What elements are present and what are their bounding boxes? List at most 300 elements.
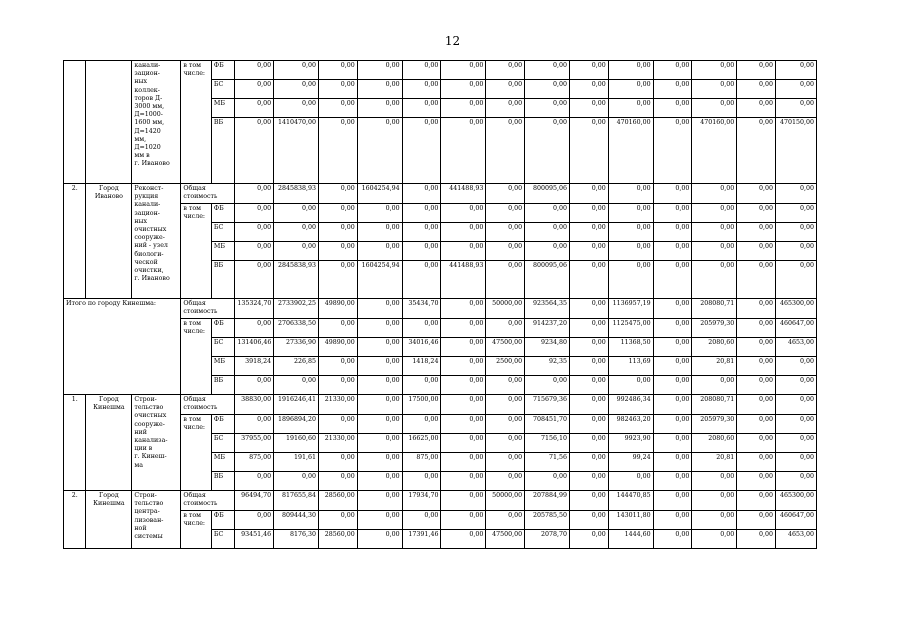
value-cell: 0,00 [608, 242, 653, 261]
value-cell: 0,00 [402, 472, 441, 491]
value-cell: 0,00 [525, 223, 570, 242]
value-cell: 0,00 [319, 376, 358, 395]
value-cell: 0,00 [235, 80, 274, 99]
value-cell: 0,00 [570, 204, 609, 223]
project-description: канали- зацион- ных коллек- торов Д- 3000 мм, Д=1000- 1600 мм, Д=1420 мм, Д=1020 мм в г. Иваново [132, 61, 181, 184]
value-cell: 0,00 [486, 434, 525, 453]
value-cell: 0,00 [692, 99, 737, 118]
project-description: Строи- тельство очистных сооруже- ний канализа- ции в г. Кинеш- ма [132, 395, 181, 491]
value-cell: 0,00 [737, 376, 776, 395]
including-label: в том числе: [181, 61, 212, 184]
project-number: 2. [64, 491, 86, 549]
value-cell: 0,00 [737, 357, 776, 376]
value-cell: 2080,60 [692, 338, 737, 357]
value-cell: 1410470,00 [274, 118, 319, 184]
value-cell: 0,00 [570, 99, 609, 118]
value-cell: 875,00 [235, 453, 274, 472]
value-cell: 0,00 [653, 434, 692, 453]
value-cell: 0,00 [486, 453, 525, 472]
group-total-title: Итого по городу Кинешма: [64, 299, 181, 395]
value-cell: 0,00 [486, 99, 525, 118]
value-cell: 0,00 [692, 472, 737, 491]
value-cell: 0,00 [486, 472, 525, 491]
value-cell: 465300,00 [776, 299, 817, 319]
value-cell: 0,00 [692, 80, 737, 99]
value-cell: 708451,70 [525, 415, 570, 434]
value-cell: 19160,60 [274, 434, 319, 453]
value-cell: 0,00 [570, 415, 609, 434]
value-cell: 2500,00 [486, 357, 525, 376]
page-number: 12 [444, 34, 461, 48]
value-cell: 0,00 [357, 204, 402, 223]
value-cell: 0,00 [235, 118, 274, 184]
value-cell: 0,00 [441, 80, 486, 99]
value-cell: 0,00 [357, 61, 402, 80]
value-cell: 135324,70 [235, 299, 274, 319]
project-city: Город Иваново [86, 184, 132, 299]
value-cell: 0,00 [319, 118, 358, 184]
value-cell: 0,00 [608, 261, 653, 299]
value-cell: 0,00 [737, 118, 776, 184]
value-cell: 2733902,25 [274, 299, 319, 319]
value-cell: 0,00 [441, 61, 486, 80]
value-cell: 0,00 [486, 223, 525, 242]
value-cell: 0,00 [486, 415, 525, 434]
value-cell: 0,00 [357, 223, 402, 242]
value-cell: 0,00 [737, 242, 776, 261]
value-cell: 0,00 [525, 472, 570, 491]
value-cell: 0,00 [486, 319, 525, 338]
value-cell: 0,00 [235, 242, 274, 261]
value-cell: 1136957,19 [608, 299, 653, 319]
project-city: Город Кинешма [86, 491, 132, 549]
value-cell: 0,00 [235, 223, 274, 242]
funding-source-label: ФБ [211, 511, 234, 530]
value-cell: 1418,24 [402, 357, 441, 376]
value-cell: 0,00 [608, 472, 653, 491]
value-cell: 1916246,41 [274, 395, 319, 415]
value-cell: 0,00 [737, 319, 776, 338]
value-cell: 2078,70 [525, 530, 570, 549]
value-cell: 0,00 [274, 99, 319, 118]
value-cell: 0,00 [525, 99, 570, 118]
value-cell: 0,00 [737, 434, 776, 453]
value-cell: 0,00 [319, 319, 358, 338]
value-cell: 0,00 [776, 204, 817, 223]
value-cell: 0,00 [319, 61, 358, 80]
total-cost-label: Общая стоимость [181, 184, 235, 204]
value-cell: 28560,00 [319, 491, 358, 511]
value-cell: 144470,85 [608, 491, 653, 511]
project-city: Город Кинешма [86, 395, 132, 491]
value-cell: 17934,70 [402, 491, 441, 511]
value-cell: 205785,50 [525, 511, 570, 530]
value-cell: 2845838,93 [274, 261, 319, 299]
value-cell: 93451,46 [235, 530, 274, 549]
value-cell: 0,00 [525, 118, 570, 184]
funding-source-label: МБ [211, 242, 234, 261]
value-cell: 0,00 [653, 99, 692, 118]
value-cell: 0,00 [441, 242, 486, 261]
value-cell: 1444,60 [608, 530, 653, 549]
value-cell: 0,00 [486, 376, 525, 395]
value-cell: 47500,00 [486, 338, 525, 357]
value-cell: 205979,30 [692, 319, 737, 338]
value-cell: 0,00 [653, 453, 692, 472]
value-cell: 0,00 [737, 338, 776, 357]
value-cell: 0,00 [441, 453, 486, 472]
project-number [64, 61, 86, 184]
value-cell: 0,00 [608, 184, 653, 204]
value-cell: 0,00 [653, 357, 692, 376]
total-row [64, 395, 817, 415]
value-cell: 0,00 [570, 357, 609, 376]
value-cell: 0,00 [357, 338, 402, 357]
value-cell: 0,00 [653, 299, 692, 319]
value-cell: 0,00 [692, 261, 737, 299]
value-cell: 49890,00 [319, 338, 358, 357]
value-cell: 0,00 [653, 491, 692, 511]
value-cell: 0,00 [570, 299, 609, 319]
value-cell: 0,00 [692, 511, 737, 530]
funding-source-label: МБ [211, 99, 234, 118]
value-cell: 113,69 [608, 357, 653, 376]
value-cell: 0,00 [776, 472, 817, 491]
financing-table [63, 60, 817, 549]
value-cell: 0,00 [357, 299, 402, 319]
funding-source-label: МБ [211, 357, 234, 376]
project-number: 2. [64, 184, 86, 299]
value-cell: 0,00 [570, 511, 609, 530]
value-cell: 0,00 [653, 376, 692, 395]
project-description: Реконст- рукция канали- зацион- ных очистных сооруже- ний - узел биологи- ческой очистки, г. Иваново [132, 184, 181, 299]
value-cell: 0,00 [357, 376, 402, 395]
value-cell: 0,00 [235, 204, 274, 223]
value-cell: 0,00 [441, 511, 486, 530]
funding-source-label: БС [211, 434, 234, 453]
value-cell: 0,00 [357, 472, 402, 491]
value-cell: 21330,00 [319, 434, 358, 453]
value-cell: 0,00 [653, 61, 692, 80]
value-cell: 0,00 [441, 338, 486, 357]
total-row [64, 491, 817, 511]
value-cell: 0,00 [608, 376, 653, 395]
value-cell: 131406,46 [235, 338, 274, 357]
value-cell: 0,00 [486, 61, 525, 80]
funding-source-row [64, 61, 817, 80]
value-cell: 0,00 [441, 118, 486, 184]
value-cell: 96494,70 [235, 491, 274, 511]
value-cell: 0,00 [737, 204, 776, 223]
value-cell: 0,00 [274, 204, 319, 223]
value-cell: 0,00 [486, 204, 525, 223]
value-cell: 460647,00 [776, 511, 817, 530]
value-cell: 0,00 [692, 491, 737, 511]
including-label: в том числе: [181, 511, 212, 549]
value-cell: 0,00 [776, 261, 817, 299]
value-cell: 0,00 [357, 434, 402, 453]
value-cell: 470160,00 [692, 118, 737, 184]
funding-source-label: БС [211, 338, 234, 357]
value-cell: 99,24 [608, 453, 653, 472]
value-cell: 0,00 [319, 472, 358, 491]
value-cell: 0,00 [692, 242, 737, 261]
value-cell: 0,00 [441, 299, 486, 319]
value-cell: 208080,71 [692, 395, 737, 415]
value-cell: 7156,10 [525, 434, 570, 453]
value-cell: 0,00 [737, 491, 776, 511]
funding-source-label: ФБ [211, 415, 234, 434]
value-cell: 37955,00 [235, 434, 274, 453]
value-cell: 71,56 [525, 453, 570, 472]
value-cell: 0,00 [525, 242, 570, 261]
total-row [64, 184, 817, 204]
value-cell: 0,00 [570, 319, 609, 338]
value-cell: 0,00 [608, 204, 653, 223]
funding-source-label: ФБ [211, 204, 234, 223]
funding-source-label: ВБ [211, 376, 234, 395]
funding-source-label: ВБ [211, 472, 234, 491]
value-cell: 0,00 [235, 319, 274, 338]
total-cost-label: Общая стоимость [181, 299, 235, 319]
value-cell: 465300,00 [776, 491, 817, 511]
value-cell: 143011,80 [608, 511, 653, 530]
value-cell: 0,00 [737, 80, 776, 99]
value-cell: 0,00 [402, 118, 441, 184]
value-cell: 0,00 [737, 453, 776, 472]
value-cell: 0,00 [486, 395, 525, 415]
value-cell: 20,81 [692, 453, 737, 472]
value-cell: 0,00 [357, 530, 402, 549]
value-cell: 0,00 [441, 204, 486, 223]
value-cell: 0,00 [570, 118, 609, 184]
value-cell: 470160,00 [608, 118, 653, 184]
value-cell: 0,00 [692, 184, 737, 204]
value-cell: 875,00 [402, 453, 441, 472]
value-cell: 205979,30 [692, 415, 737, 434]
value-cell: 0,00 [402, 376, 441, 395]
value-cell: 0,00 [608, 80, 653, 99]
value-cell: 0,00 [357, 118, 402, 184]
value-cell: 0,00 [570, 376, 609, 395]
value-cell: 0,00 [402, 261, 441, 299]
value-cell: 0,00 [319, 80, 358, 99]
value-cell: 809444,30 [274, 511, 319, 530]
value-cell: 0,00 [653, 395, 692, 415]
value-cell: 0,00 [357, 80, 402, 99]
including-label: в том числе: [181, 415, 212, 491]
value-cell: 0,00 [737, 395, 776, 415]
funding-source-label: ВБ [211, 118, 234, 184]
value-cell: 923564,35 [525, 299, 570, 319]
value-cell: 800095,06 [525, 261, 570, 299]
including-label: в том числе: [181, 204, 212, 299]
value-cell: 0,00 [402, 242, 441, 261]
value-cell: 0,00 [737, 261, 776, 299]
value-cell: 0,00 [692, 61, 737, 80]
value-cell: 0,00 [319, 204, 358, 223]
value-cell: 0,00 [441, 491, 486, 511]
funding-source-label: ФБ [211, 319, 234, 338]
value-cell: 0,00 [319, 184, 358, 204]
value-cell: 0,00 [274, 376, 319, 395]
value-cell: 0,00 [319, 357, 358, 376]
value-cell: 0,00 [570, 242, 609, 261]
value-cell: 0,00 [653, 184, 692, 204]
value-cell: 0,00 [776, 184, 817, 204]
value-cell: 8176,30 [274, 530, 319, 549]
value-cell: 0,00 [737, 299, 776, 319]
value-cell: 0,00 [274, 223, 319, 242]
value-cell: 460647,00 [776, 319, 817, 338]
value-cell: 0,00 [653, 319, 692, 338]
value-cell: 17500,00 [402, 395, 441, 415]
value-cell: 38830,00 [235, 395, 274, 415]
value-cell: 0,00 [235, 415, 274, 434]
value-cell: 20,81 [692, 357, 737, 376]
value-cell: 0,00 [486, 261, 525, 299]
value-cell: 0,00 [737, 184, 776, 204]
value-cell: 0,00 [570, 395, 609, 415]
value-cell: 0,00 [402, 511, 441, 530]
value-cell: 16625,00 [402, 434, 441, 453]
value-cell: 0,00 [274, 80, 319, 99]
value-cell: 1604254,94 [357, 261, 402, 299]
value-cell: 50000,00 [486, 299, 525, 319]
value-cell: 1125475,00 [608, 319, 653, 338]
value-cell: 0,00 [235, 511, 274, 530]
value-cell: 0,00 [570, 61, 609, 80]
total-cost-label: Общая стоимость [181, 491, 235, 511]
value-cell: 0,00 [235, 184, 274, 204]
value-cell: 0,00 [319, 415, 358, 434]
value-cell: 2706338,50 [274, 319, 319, 338]
value-cell: 0,00 [402, 319, 441, 338]
project-description: Строи- тельство центра- лизован- ной системы [132, 491, 181, 549]
value-cell: 0,00 [319, 223, 358, 242]
value-cell: 0,00 [235, 61, 274, 80]
value-cell: 0,00 [486, 80, 525, 99]
value-cell: 0,00 [319, 261, 358, 299]
value-cell: 0,00 [608, 223, 653, 242]
value-cell: 0,00 [525, 204, 570, 223]
value-cell: 0,00 [737, 99, 776, 118]
value-cell: 0,00 [776, 80, 817, 99]
value-cell: 0,00 [692, 376, 737, 395]
funding-source-label: ФБ [211, 61, 234, 80]
value-cell: 208080,71 [692, 299, 737, 319]
value-cell: 0,00 [776, 61, 817, 80]
funding-source-label: БС [211, 223, 234, 242]
value-cell: 0,00 [441, 415, 486, 434]
value-cell: 982463,20 [608, 415, 653, 434]
value-cell: 0,00 [653, 530, 692, 549]
value-cell: 0,00 [319, 242, 358, 261]
value-cell: 0,00 [776, 453, 817, 472]
value-cell: 0,00 [402, 223, 441, 242]
value-cell: 0,00 [486, 511, 525, 530]
value-cell: 817655,84 [274, 491, 319, 511]
value-cell: 0,00 [737, 415, 776, 434]
value-cell: 0,00 [570, 184, 609, 204]
value-cell: 0,00 [486, 242, 525, 261]
value-cell: 0,00 [274, 242, 319, 261]
value-cell: 0,00 [402, 61, 441, 80]
value-cell: 0,00 [570, 338, 609, 357]
value-cell: 9923,90 [608, 434, 653, 453]
value-cell: 0,00 [402, 415, 441, 434]
value-cell: 0,00 [357, 415, 402, 434]
value-cell: 715679,36 [525, 395, 570, 415]
funding-source-label: БС [211, 530, 234, 549]
value-cell: 0,00 [776, 434, 817, 453]
value-cell: 0,00 [570, 261, 609, 299]
value-cell: 0,00 [274, 61, 319, 80]
value-cell: 0,00 [776, 242, 817, 261]
value-cell: 0,00 [570, 530, 609, 549]
value-cell: 0,00 [776, 395, 817, 415]
project-city [86, 61, 132, 184]
value-cell: 0,00 [357, 511, 402, 530]
value-cell: 992486,34 [608, 395, 653, 415]
value-cell: 0,00 [441, 434, 486, 453]
value-cell: 0,00 [357, 242, 402, 261]
value-cell: 0,00 [402, 184, 441, 204]
value-cell: 0,00 [737, 472, 776, 491]
value-cell: 0,00 [608, 61, 653, 80]
value-cell: 0,00 [525, 376, 570, 395]
value-cell: 21330,00 [319, 395, 358, 415]
value-cell: 0,00 [653, 511, 692, 530]
value-cell: 0,00 [357, 319, 402, 338]
value-cell: 0,00 [441, 99, 486, 118]
value-cell: 0,00 [776, 376, 817, 395]
value-cell: 0,00 [357, 453, 402, 472]
value-cell: 0,00 [653, 415, 692, 434]
value-cell: 0,00 [357, 395, 402, 415]
value-cell: 4653,00 [776, 530, 817, 549]
value-cell: 1896894,20 [274, 415, 319, 434]
value-cell: 0,00 [692, 223, 737, 242]
value-cell: 800095,06 [525, 184, 570, 204]
value-cell: 0,00 [776, 357, 817, 376]
value-cell: 441488,93 [441, 184, 486, 204]
value-cell: 0,00 [441, 395, 486, 415]
value-cell: 0,00 [235, 376, 274, 395]
funding-source-label: БС [211, 80, 234, 99]
value-cell: 17391,46 [402, 530, 441, 549]
value-cell: 0,00 [608, 99, 653, 118]
value-cell: 0,00 [692, 204, 737, 223]
value-cell: 0,00 [319, 99, 358, 118]
value-cell: 0,00 [653, 80, 692, 99]
value-cell: 0,00 [776, 223, 817, 242]
value-cell: 0,00 [274, 472, 319, 491]
value-cell: 0,00 [570, 453, 609, 472]
value-cell: 0,00 [402, 99, 441, 118]
value-cell: 92,35 [525, 357, 570, 376]
value-cell: 0,00 [570, 491, 609, 511]
value-cell: 47500,00 [486, 530, 525, 549]
total-cost-label: Общая стоимость [181, 395, 235, 415]
total-row [64, 299, 817, 319]
value-cell: 0,00 [441, 530, 486, 549]
value-cell: 49890,00 [319, 299, 358, 319]
value-cell: 0,00 [441, 357, 486, 376]
value-cell: 2080,60 [692, 434, 737, 453]
value-cell: 0,00 [570, 472, 609, 491]
value-cell: 35434,70 [402, 299, 441, 319]
